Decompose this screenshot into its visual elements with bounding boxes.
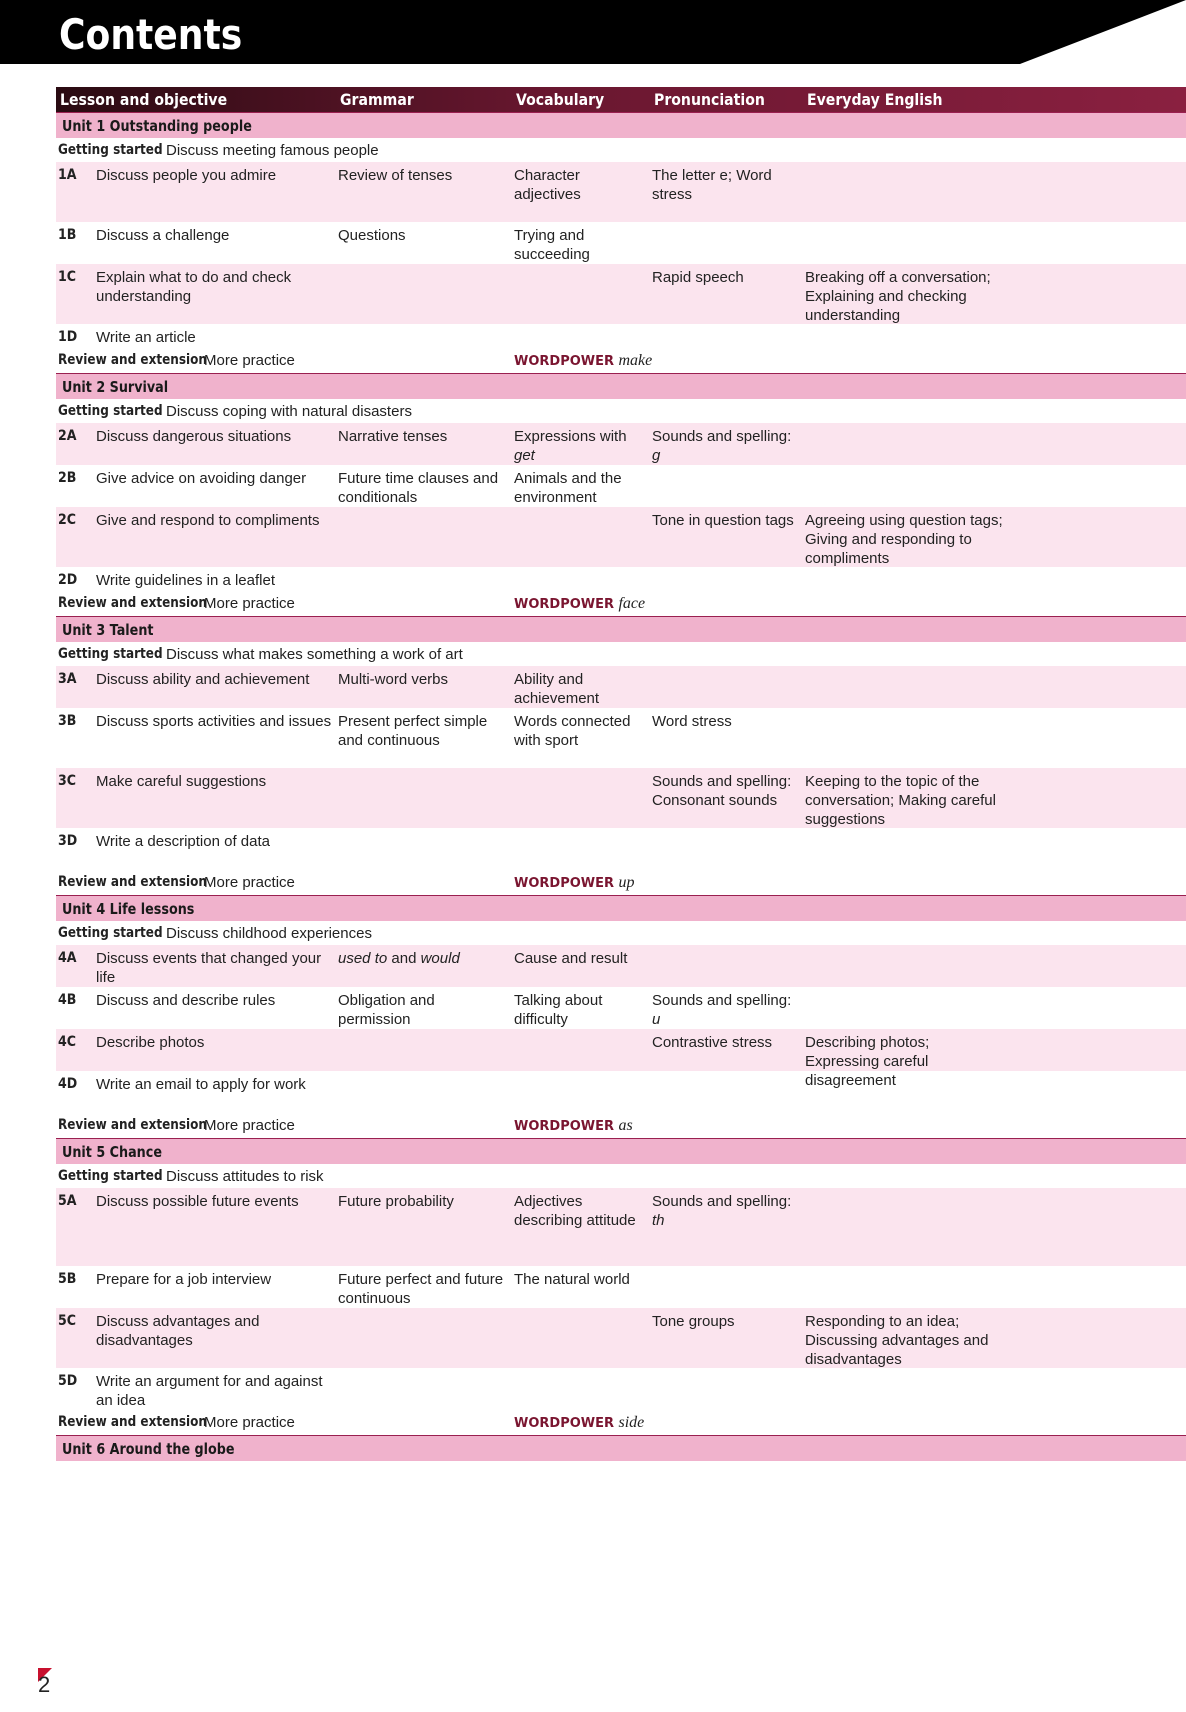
lesson-code: 3C (58, 773, 77, 789)
wordpower-word: face (618, 595, 646, 612)
lesson-row[interactable] (56, 1368, 1186, 1410)
lesson-vocabulary: Talking about difficulty (514, 992, 603, 1028)
lesson-code: 4A (58, 950, 77, 966)
lesson-pronunciation: Rapid speech (652, 269, 744, 286)
wordpower-item (514, 1414, 644, 1432)
lesson-pronunciation: Sounds and spelling: g (652, 428, 792, 464)
lesson-objective: Write an argument for and against an idea (96, 1373, 323, 1409)
unit-title: Unit 4 Life lessons (62, 900, 195, 918)
lesson-objective: Discuss a challenge (96, 227, 230, 244)
lesson-everyday-english: Responding to an idea; Discussing advantages and disadvantages (805, 1313, 989, 1368)
wordpower-word: side (618, 1414, 645, 1431)
unit-title: Unit 3 Talent (62, 621, 154, 639)
lesson-grammar: Present perfect simple and continuous (338, 713, 488, 749)
wordpower-word: up (618, 874, 635, 891)
more-practice-link[interactable]: More practice (204, 352, 295, 369)
wordpower-label: WORDPOWER (514, 876, 615, 891)
lesson-code: 4C (58, 1034, 77, 1050)
getting-started-text: Discuss attitudes to risk (166, 1168, 324, 1185)
lesson-objective: Describe photos (96, 1034, 205, 1051)
lesson-pronunciation: Word stress (652, 713, 732, 730)
lesson-pronunciation: Contrastive stress (652, 1034, 773, 1051)
lesson-code: 1B (58, 227, 77, 243)
getting-started-row (56, 399, 1186, 423)
getting-started-label: Getting started (58, 925, 163, 941)
more-practice-link[interactable]: More practice (204, 595, 295, 612)
getting-started-text: Discuss coping with natural disasters (166, 403, 412, 420)
lesson-grammar: Review of tenses (338, 167, 453, 184)
lesson-objective: Discuss advantages and disadvantages (96, 1313, 260, 1349)
unit-4-band[interactable] (56, 895, 1186, 921)
wordpower-item (514, 874, 634, 892)
unit-5-band[interactable] (56, 1138, 1186, 1164)
unit-title: Unit 2 Survival (62, 378, 169, 396)
header-lesson: Lesson and objective (60, 90, 228, 109)
lesson-everyday-english: Keeping to the topic of the conversation; Making careful suggestions (805, 773, 996, 828)
lesson-objective: Discuss events that changed your life (96, 950, 322, 986)
lesson-objective: Discuss possible future events (96, 1193, 299, 1210)
lesson-grammar: Obligation and permission (338, 992, 435, 1028)
lesson-row[interactable] (56, 465, 1186, 507)
lesson-row[interactable] (56, 423, 1186, 465)
wordpower-word: make (618, 352, 653, 369)
lesson-objective: Write an article (96, 329, 196, 346)
lesson-everyday-english: Breaking off a conversation; Explaining and checking understanding (805, 269, 991, 324)
lesson-code: 1D (58, 329, 78, 345)
wordpower-label: WORDPOWER (514, 1119, 615, 1134)
unit-2-band[interactable] (56, 373, 1186, 399)
lesson-row[interactable] (56, 264, 1186, 324)
unit-title: Unit 1 Outstanding people (62, 117, 252, 135)
unit-1-band[interactable] (56, 112, 1186, 138)
review-extension-label: Review and extension (58, 1414, 207, 1430)
lesson-objective: Discuss sports activities and issues (96, 713, 332, 730)
header-everyday-english: Everyday English (807, 90, 943, 109)
lesson-row[interactable] (56, 1308, 1186, 1368)
wordpower-label: WORDPOWER (514, 597, 615, 612)
lesson-pronunciation: Tone groups (652, 1313, 735, 1330)
lesson-row[interactable] (56, 162, 1186, 222)
review-extension-label: Review and extension (58, 874, 207, 890)
lesson-code: 5D (58, 1373, 78, 1389)
more-practice-link[interactable]: More practice (204, 1414, 295, 1431)
lesson-grammar: Narrative tenses (338, 428, 448, 445)
page-number: 2 (38, 1672, 51, 1697)
review-extension-row (56, 591, 1186, 616)
getting-started-text: Discuss meeting famous people (166, 142, 379, 159)
header-vocabulary: Vocabulary (516, 90, 605, 109)
lesson-row[interactable] (56, 222, 1186, 264)
getting-started-row (56, 921, 1186, 945)
lesson-vocabulary: Animals and the environment (514, 470, 622, 506)
lesson-objective: Discuss dangerous situations (96, 428, 292, 445)
lesson-row[interactable] (56, 768, 1186, 828)
lesson-code: 3B (58, 713, 77, 729)
wordpower-label: WORDPOWER (514, 1416, 615, 1431)
review-extension-label: Review and extension (58, 352, 207, 368)
review-extension-row (56, 1410, 1186, 1435)
lesson-code: 2B (58, 470, 77, 486)
lesson-objective: Write guidelines in a leaflet (96, 572, 275, 589)
getting-started-label: Getting started (58, 142, 163, 158)
lesson-code: 1A (58, 167, 77, 183)
lesson-vocabulary: Trying and succeeding (514, 227, 590, 263)
lesson-pronunciation: Sounds and spelling: u (652, 992, 792, 1028)
lesson-row[interactable] (56, 507, 1186, 567)
lesson-pronunciation: The letter e; Word stress (652, 167, 772, 203)
contents-table (56, 87, 1186, 1461)
lesson-code: 5A (58, 1193, 77, 1209)
lesson-row[interactable] (56, 1266, 1186, 1308)
getting-started-text: Discuss what makes something a work of art (166, 646, 463, 663)
getting-started-row (56, 138, 1186, 162)
lesson-row[interactable] (56, 945, 1186, 987)
getting-started-text: Discuss childhood experiences (166, 925, 372, 942)
lesson-code: 2D (58, 572, 78, 588)
lesson-objective: Write a description of data (96, 833, 270, 850)
lesson-code: 1C (58, 269, 77, 285)
lesson-objective: Discuss people you admire (96, 167, 277, 184)
getting-started-label: Getting started (58, 403, 163, 419)
lesson-vocabulary: The natural world (514, 1271, 630, 1288)
lesson-row[interactable] (56, 708, 1186, 768)
lesson-row[interactable] (56, 987, 1186, 1029)
more-practice-link[interactable]: More practice (204, 874, 295, 891)
lesson-row[interactable] (56, 666, 1186, 708)
lesson-vocabulary: Cause and result (514, 950, 628, 967)
wordpower-label: WORDPOWER (514, 354, 615, 369)
lesson-row[interactable] (56, 1188, 1186, 1266)
units-list (56, 112, 1186, 1435)
lesson-vocabulary: Expressions with get (514, 428, 627, 464)
lesson-everyday-english: Agreeing using question tags; Giving and responding to compliments (805, 512, 1003, 567)
lesson-vocabulary: Character adjectives (514, 167, 581, 203)
lesson-objective: Discuss ability and achievement (96, 671, 310, 688)
lesson-row[interactable] (56, 567, 1186, 591)
header-grammar: Grammar (340, 90, 414, 109)
lesson-code: 4D (58, 1076, 78, 1092)
lesson-objective: Write an email to apply for work (96, 1076, 306, 1093)
lesson-code: 5B (58, 1271, 77, 1287)
lesson-pronunciation: Sounds and spelling: th (652, 1193, 792, 1229)
getting-started-label: Getting started (58, 646, 163, 662)
lesson-vocabulary: Adjectives describing attitude (514, 1193, 636, 1229)
unit-3-band[interactable] (56, 616, 1186, 642)
unit-title: Unit 6 Around the globe (62, 1440, 235, 1458)
lesson-pronunciation: Sounds and spelling: Consonant sounds (652, 773, 792, 809)
lesson-code: 3D (58, 833, 78, 849)
page-title: Contents (59, 10, 243, 59)
wordpower-item (514, 1117, 633, 1135)
unit-6-band[interactable] (56, 1435, 1186, 1461)
review-extension-label: Review and extension (58, 595, 207, 611)
lesson-code: 2A (58, 428, 77, 444)
lesson-grammar: Future time clauses and conditionals (338, 470, 499, 506)
lesson-row[interactable] (56, 828, 1186, 870)
lesson-pronunciation: Tone in question tags (652, 512, 794, 529)
lesson-grammar: Multi-word verbs (338, 671, 449, 688)
wordpower-item (514, 352, 652, 370)
review-extension-label: Review and extension (58, 1117, 207, 1133)
lesson-grammar: Future perfect and future continuous (338, 1271, 504, 1307)
header-pronunciation: Pronunciation (654, 90, 765, 109)
more-practice-link[interactable]: More practice (204, 1117, 295, 1134)
review-extension-row (56, 870, 1186, 895)
review-extension-row (56, 1113, 1186, 1138)
lesson-grammar: Future probability (338, 1193, 454, 1210)
table-header (56, 87, 1186, 112)
getting-started-row (56, 1164, 1186, 1188)
wordpower-word: as (618, 1117, 633, 1134)
lesson-row[interactable] (56, 1071, 1186, 1113)
lesson-grammar: used to and would (338, 950, 460, 967)
getting-started-row (56, 642, 1186, 666)
lesson-objective: Give advice on avoiding danger (96, 470, 307, 487)
lesson-vocabulary: Words connected with sport (514, 713, 631, 749)
lesson-code: 2C (58, 512, 77, 528)
getting-started-label: Getting started (58, 1168, 163, 1184)
lesson-objective: Explain what to do and check understanding (96, 269, 292, 305)
lesson-objective: Discuss and describe rules (96, 992, 276, 1009)
lesson-row[interactable] (56, 324, 1186, 348)
lesson-code: 3A (58, 671, 77, 687)
lesson-objective: Make careful suggestions (96, 773, 267, 790)
review-extension-row (56, 348, 1186, 373)
lesson-objective: Prepare for a job interview (96, 1271, 272, 1288)
lesson-everyday-english: Describing photos; Expressing careful disagreement (805, 1034, 930, 1089)
lesson-code: 5C (58, 1313, 77, 1329)
unit-title: Unit 5 Chance (62, 1143, 162, 1161)
lesson-objective: Give and respond to compliments (96, 512, 320, 529)
lesson-vocabulary: Ability and achievement (514, 671, 600, 707)
lesson-code: 4B (58, 992, 77, 1008)
wordpower-item (514, 595, 645, 613)
lesson-grammar: Questions (338, 227, 406, 244)
